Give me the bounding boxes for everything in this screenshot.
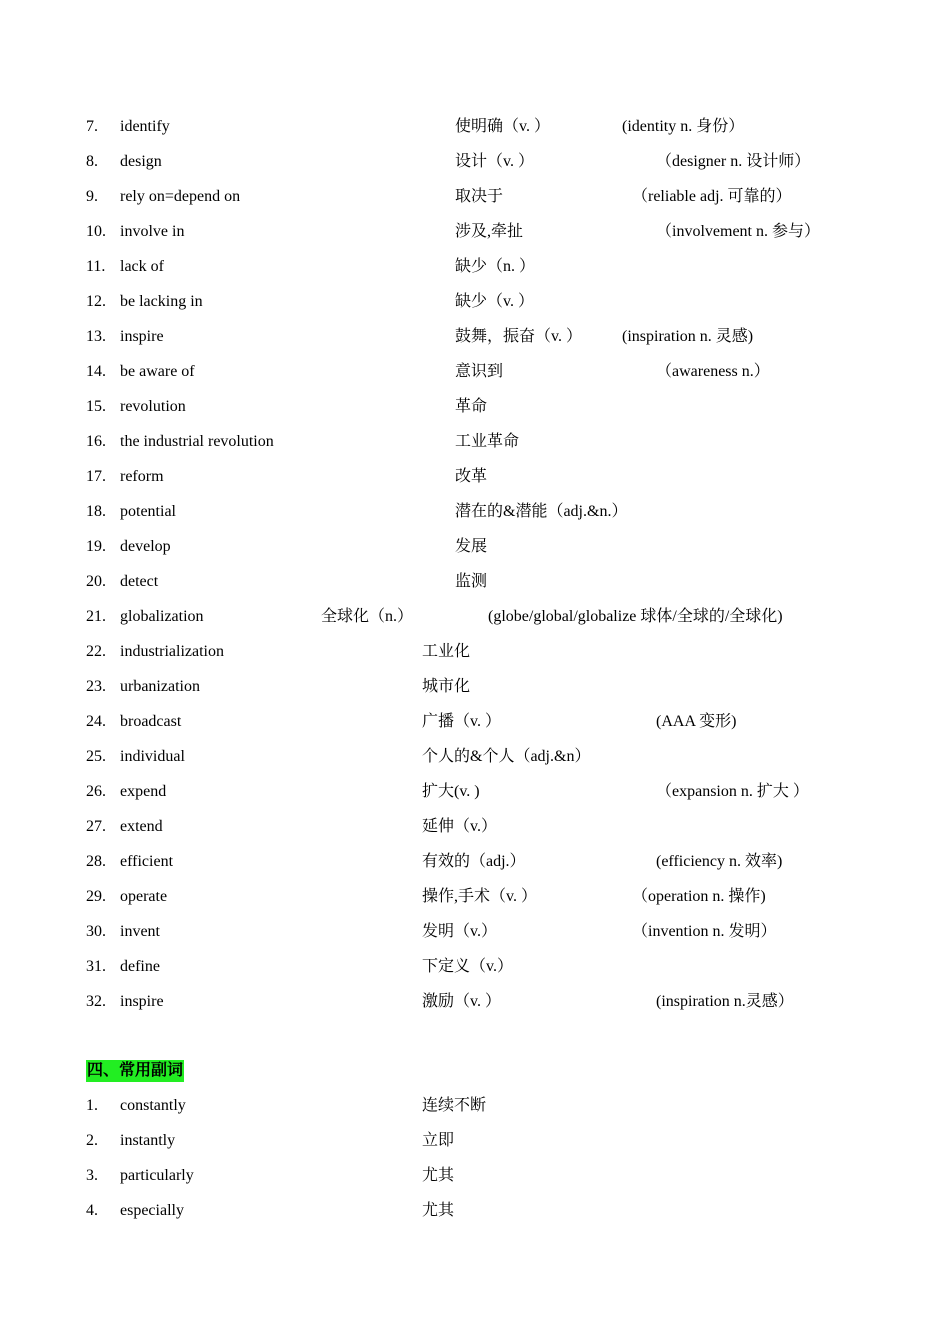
chinese-meaning: 下定义（v.） — [422, 958, 513, 975]
english-term: invent — [120, 923, 160, 940]
item-number: 18. — [86, 503, 106, 520]
english-term: efficient — [120, 853, 174, 870]
list-item — [0, 361, 950, 383]
list-item — [0, 886, 950, 908]
chinese-meaning: 尤其 — [422, 1202, 455, 1219]
list-item — [0, 921, 950, 943]
chinese-meaning: 发展 — [455, 538, 488, 555]
list-item — [0, 466, 950, 488]
english-term: globalization — [120, 608, 204, 625]
item-number: 26. — [86, 783, 106, 800]
item-number: 19. — [86, 538, 106, 555]
chinese-meaning: 延伸（v.） — [422, 818, 497, 835]
item-number: 10. — [86, 223, 106, 240]
english-term: involve in — [120, 223, 185, 240]
related-word-note: （designer n. 设计师） — [656, 153, 811, 170]
item-number: 7. — [86, 118, 98, 135]
list-item — [0, 956, 950, 978]
item-number: 32. — [86, 993, 106, 1010]
related-word-note: (AAA 变形) — [656, 713, 737, 730]
related-word-note: （expansion n. 扩大 ） — [656, 783, 809, 800]
chinese-meaning: 设计（v. ） — [455, 153, 534, 170]
item-number: 14. — [86, 363, 106, 380]
item-number: 8. — [86, 153, 98, 170]
chinese-meaning: 立即 — [422, 1132, 455, 1149]
english-term: instantly — [120, 1132, 176, 1149]
item-number: 25. — [86, 748, 106, 765]
list-item — [0, 501, 950, 523]
list-item — [0, 781, 950, 803]
item-number: 22. — [86, 643, 106, 660]
list-item — [0, 711, 950, 733]
list-item — [0, 991, 950, 1013]
english-term: detect — [120, 573, 159, 590]
english-term: be lacking in — [120, 293, 203, 310]
english-term: be aware of — [120, 363, 195, 380]
chinese-meaning: 有效的（adj.） — [422, 853, 526, 870]
english-term: especially — [120, 1202, 184, 1219]
list-item — [0, 1165, 950, 1187]
item-number: 1. — [86, 1097, 98, 1114]
related-word-note: （reliable adj. 可靠的） — [632, 188, 792, 205]
chinese-meaning: 工业化 — [422, 643, 471, 660]
related-word-note: （invention n. 发明） — [632, 923, 777, 940]
item-number: 31. — [86, 958, 106, 975]
list-item — [0, 1095, 950, 1117]
list-item — [0, 151, 950, 173]
item-number: 28. — [86, 853, 106, 870]
chinese-meaning: 激励（v. ） — [422, 993, 501, 1010]
english-term: particularly — [120, 1167, 194, 1184]
english-term: the industrial revolution — [120, 433, 274, 450]
list-item — [0, 1130, 950, 1152]
chinese-meaning: 意识到 — [455, 363, 504, 380]
english-term: define — [120, 958, 160, 975]
list-item — [0, 326, 950, 348]
english-term: inspire — [120, 993, 164, 1010]
chinese-meaning: 涉及,牵扯 — [455, 223, 524, 240]
chinese-meaning: 尤其 — [422, 1167, 455, 1184]
english-term: develop — [120, 538, 171, 555]
item-number: 23. — [86, 678, 106, 695]
related-word-note: (globe/global/globalize 球体/全球的/全球化) — [488, 608, 783, 625]
list-item — [0, 396, 950, 418]
item-number: 3. — [86, 1167, 98, 1184]
related-word-note: (efficiency n. 效率) — [656, 853, 783, 870]
english-term: potential — [120, 503, 176, 520]
english-term: extend — [120, 818, 163, 835]
list-item — [0, 606, 950, 628]
chinese-meaning: 全球化（n.） — [321, 608, 414, 625]
list-item — [0, 256, 950, 278]
list-item — [0, 676, 950, 698]
english-term: inspire — [120, 328, 164, 345]
item-number: 29. — [86, 888, 106, 905]
related-word-note: (inspiration n.灵感） — [656, 993, 794, 1010]
list-item — [0, 1200, 950, 1222]
chinese-meaning: 革命 — [455, 398, 488, 415]
item-number: 13. — [86, 328, 106, 345]
english-term: broadcast — [120, 713, 182, 730]
item-number: 2. — [86, 1132, 98, 1149]
chinese-meaning: 扩大(v. ) — [422, 783, 480, 800]
item-number: 16. — [86, 433, 106, 450]
related-word-note: （involvement n. 参与） — [656, 223, 820, 240]
item-number: 27. — [86, 818, 106, 835]
english-term: expend — [120, 783, 167, 800]
english-term: design — [120, 153, 162, 170]
item-number: 21. — [86, 608, 106, 625]
chinese-meaning: 连续不断 — [422, 1097, 487, 1114]
chinese-meaning: 操作,手术（v. ） — [422, 888, 537, 905]
english-term: constantly — [120, 1097, 186, 1114]
english-term: revolution — [120, 398, 186, 415]
chinese-meaning: 使明确（v. ） — [455, 118, 550, 135]
chinese-meaning: 工业革命 — [455, 433, 520, 450]
english-term: individual — [120, 748, 185, 765]
chinese-meaning: 广播（v. ） — [422, 713, 501, 730]
item-number: 30. — [86, 923, 106, 940]
chinese-meaning: 城市化 — [422, 678, 471, 695]
related-word-note: （awareness n.） — [656, 363, 770, 380]
chinese-meaning: 缺少（v. ） — [455, 293, 534, 310]
chinese-meaning: 改革 — [455, 468, 488, 485]
list-item — [0, 851, 950, 873]
list-item — [0, 431, 950, 453]
chinese-meaning: 取决于 — [455, 188, 504, 205]
list-item — [0, 291, 950, 313]
chinese-meaning: 发明（v.） — [422, 923, 497, 940]
list-item — [0, 536, 950, 558]
related-word-note: （operation n. 操作) — [632, 888, 766, 905]
item-number: 4. — [86, 1202, 98, 1219]
english-term: identify — [120, 118, 170, 135]
english-term: industrialization — [120, 643, 224, 660]
chinese-meaning: 潜在的&潜能（adj.&n.） — [455, 503, 628, 520]
item-number: 17. — [86, 468, 106, 485]
related-word-note: (inspiration n. 灵感) — [622, 328, 754, 345]
list-item — [0, 746, 950, 768]
list-item — [0, 221, 950, 243]
english-term: lack of — [120, 258, 164, 275]
item-number: 15. — [86, 398, 106, 415]
list-item — [0, 571, 950, 593]
english-term: rely on=depend on — [120, 188, 241, 205]
related-word-note: (identity n. 身份） — [622, 118, 745, 135]
list-item — [0, 116, 950, 138]
item-number: 11. — [86, 258, 106, 275]
list-item — [0, 186, 950, 208]
item-number: 20. — [86, 573, 106, 590]
english-term: operate — [120, 888, 168, 905]
item-number: 9. — [86, 188, 98, 205]
section-heading: 四、常用副词 — [86, 1060, 184, 1082]
list-item — [0, 641, 950, 663]
chinese-meaning: 鼓舞，振奋（v. ） — [455, 328, 582, 345]
english-term: urbanization — [120, 678, 200, 695]
item-number: 24. — [86, 713, 106, 730]
english-term: reform — [120, 468, 164, 485]
chinese-meaning: 缺少（n. ） — [455, 258, 536, 275]
chinese-meaning: 个人的&个人（adj.&n） — [422, 748, 591, 765]
chinese-meaning: 监测 — [455, 573, 488, 590]
item-number: 12. — [86, 293, 106, 310]
list-item — [0, 816, 950, 838]
